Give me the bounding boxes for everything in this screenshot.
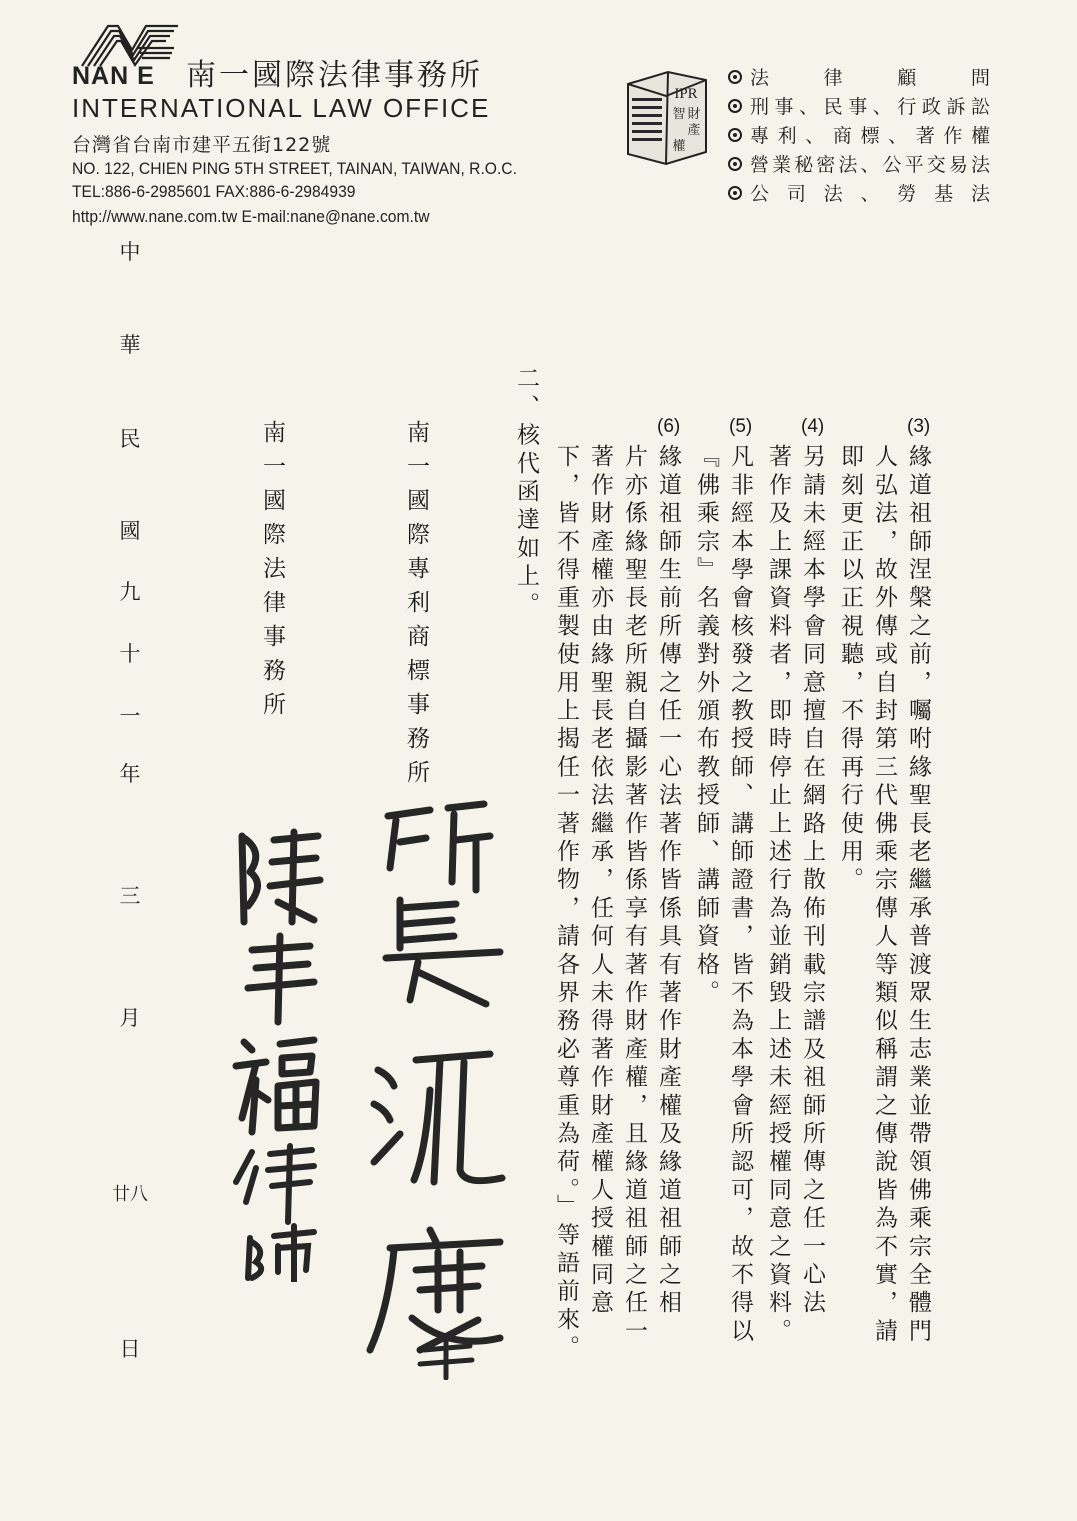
item-6-line-3: 著作財產權亦由緣聖長老依法繼承，任何人未得著作財產權人授權同意 xyxy=(587,444,613,1319)
svg-text:權: 權 xyxy=(672,139,686,154)
date-char: 日 xyxy=(119,1337,141,1361)
director-signature xyxy=(360,790,530,1380)
tel-fax: TEL:886-6-2985601 FAX:886-6-2984939 xyxy=(72,182,356,201)
service-label: 專利、商標、著作權 xyxy=(750,125,990,147)
date-char: 月 xyxy=(119,1006,141,1030)
bullet-icon xyxy=(728,70,742,84)
item-6-number: (6) xyxy=(657,416,681,437)
item-5-line-1: 凡非經本學會核發之教授師、講師證書，皆不為本學會所認可，故不得以 xyxy=(727,444,753,1347)
date-char: 國 xyxy=(119,519,141,543)
bullet-icon xyxy=(728,99,742,113)
date-char: 十 xyxy=(119,642,141,666)
item-6-line-1: 緣道祖師生前所傳之任一心法著作皆係具有著作財產權及緣道祖師之相 xyxy=(655,444,681,1319)
firm-logo xyxy=(72,22,180,92)
service-label: 刑事、民事、行政訴訟 xyxy=(750,96,990,118)
service-label: 公司法、勞基法 xyxy=(750,183,990,205)
service-item xyxy=(728,91,990,120)
bullet-icon xyxy=(728,186,742,200)
services-list xyxy=(728,62,990,207)
item-3-line-3: 即刻更正以正視聽，不得再行使用。 xyxy=(837,444,863,896)
date-char: 廿八 xyxy=(112,1184,148,1205)
signatory-patent-office: 南一國際專利商標事務所 xyxy=(403,420,429,794)
date-char: 一 xyxy=(119,704,141,728)
svg-text:產: 產 xyxy=(687,123,701,138)
item-4-line-1: 另請未經本學會同意擅自在網路上散佈刊載宗譜及祖師所傳之任一心法 xyxy=(799,444,825,1319)
firm-name-chinese: 南一國際法律事務所 xyxy=(186,58,483,93)
service-label: 營業秘密法、公平交易法 xyxy=(750,154,990,176)
svg-text:財: 財 xyxy=(687,107,701,122)
service-item xyxy=(728,178,990,207)
logo-text: NAN E xyxy=(72,62,155,90)
item-3-number: (3) xyxy=(907,416,931,437)
address-chinese: 台灣省台南市建平五街122號 xyxy=(72,134,332,156)
date-char: 年 xyxy=(119,762,141,786)
service-item xyxy=(728,120,990,149)
bullet-icon xyxy=(728,157,742,171)
date-char: 九 xyxy=(119,580,141,604)
address-english: NO. 122, CHIEN PING 5TH STREET, TAINAN, TAIWAN, R.O.C. xyxy=(72,159,517,178)
closing-line: 二、核代函達如上。 xyxy=(513,366,539,620)
item-6-line-2: 片亦係緣聖長老所親自攝影著作皆係享有著作財產權，且緣道祖師之任一 xyxy=(621,444,647,1347)
lawyer-signature xyxy=(222,822,332,1282)
service-item xyxy=(728,62,990,91)
firm-name-english: INTERNATIONAL LAW OFFICE xyxy=(72,93,491,123)
signatory-law-office: 南一國際法律事務所 xyxy=(259,420,285,726)
item-4-line-2: 著作及上課資料者，即時停止上述行為並銷毀上述未經授權同意之資料。 xyxy=(765,444,791,1347)
web-email: http://www.nane.com.tw E-mail:nane@nane.com.tw xyxy=(72,207,430,226)
item-5-number: (5) xyxy=(729,416,753,437)
service-label: 法律顧問 xyxy=(750,67,990,89)
item-5-line-2: 『佛乘宗』名義對外頒布教授師、講師資格。 xyxy=(693,444,719,1008)
svg-text:IPR: IPR xyxy=(674,86,698,102)
item-3-line-2: 人弘法，故外傳或自封第三代佛乘宗傳人等類似稱謂之傳說皆為不實，請 xyxy=(871,444,897,1347)
date-char: 華 xyxy=(119,333,141,357)
svg-text:智: 智 xyxy=(672,107,686,122)
service-item xyxy=(728,149,990,178)
date-char: 民 xyxy=(119,427,141,451)
ipr-book-icon xyxy=(622,68,710,166)
item-3-line-1: 緣道祖師涅槃之前，囑咐緣聖長老繼承普渡眾生志業並帶領佛乘宗全體門 xyxy=(905,444,931,1347)
item-6-line-4: 下，皆不得重製使用上揭任一著作物，請各界務必尊重為荷。」等語前來。 xyxy=(553,444,579,1364)
date-char: 三 xyxy=(119,884,141,908)
item-4-number: (4) xyxy=(801,416,825,437)
date-char: 中 xyxy=(119,240,141,264)
bullet-icon xyxy=(728,128,742,142)
